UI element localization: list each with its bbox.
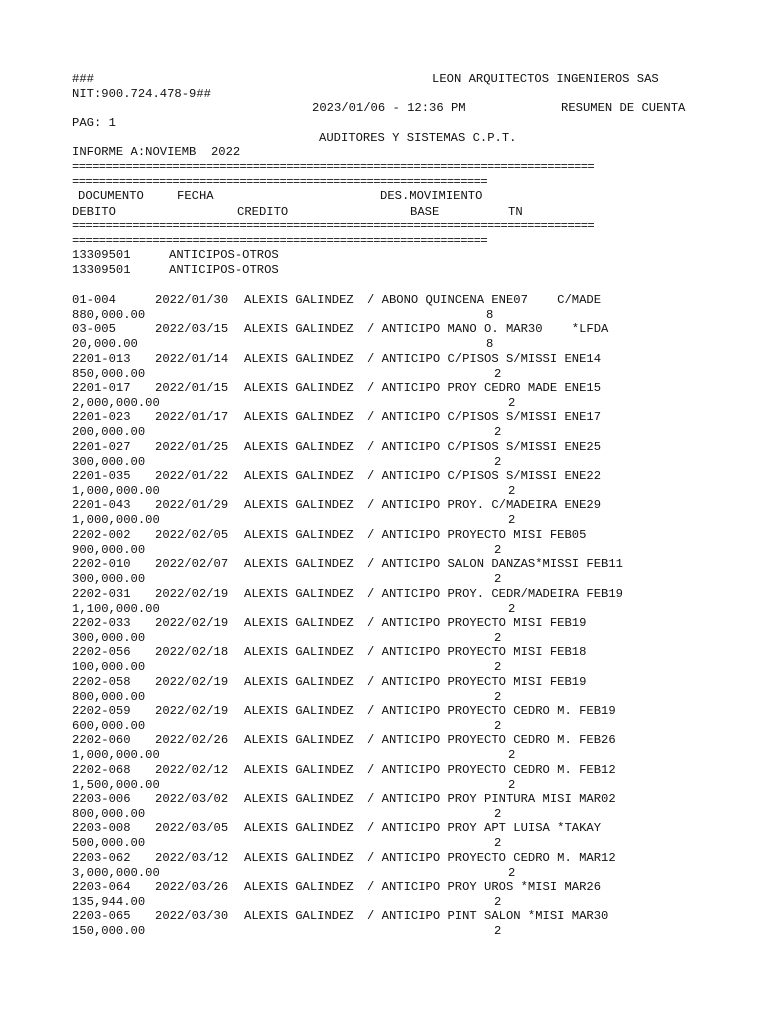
column-header-des-movimiento: DES.MOVIMIENTO [380, 189, 483, 203]
tn-code: 2 [494, 895, 502, 909]
debit-amount: 300,000.00 [72, 572, 146, 586]
third-party-name: ALEXIS GALINDEZ [244, 733, 354, 747]
company-name: LEON ARQUITECTOS INGENIEROS SAS [432, 72, 659, 86]
transaction-date: 2022/02/18 [155, 645, 229, 659]
column-header-tn: TN [508, 205, 523, 219]
transaction-date: 2022/01/22 [155, 469, 229, 483]
debit-amount: 1,500,000.00 [72, 778, 160, 792]
transaction-date: 2022/02/12 [155, 763, 229, 777]
document-number: 2202-010 [72, 557, 131, 571]
page-number: PAG: 1 [72, 116, 116, 130]
document-number: 2202-068 [72, 763, 131, 777]
document-number: 2202-002 [72, 528, 131, 542]
movement-description: / ANTICIPO PROY UROS *MISI MAR26 [367, 880, 602, 894]
movement-description: / ANTICIPO PROYECTO CEDRO M. MAR12 [367, 851, 616, 865]
transaction-date: 2022/03/12 [155, 851, 229, 865]
separator-rule: ============================================================================== [72, 219, 595, 233]
movement-description: / ANTICIPO MANO O. MAR30 *LFDA [367, 322, 609, 336]
document-number: 2202-060 [72, 733, 131, 747]
debit-amount: 500,000.00 [72, 836, 146, 850]
tn-code: 2 [508, 484, 516, 498]
debit-amount: 1,000,000.00 [72, 513, 160, 527]
document-number: 2201-013 [72, 352, 131, 366]
third-party-name: ALEXIS GALINDEZ [244, 675, 354, 689]
third-party-name: ALEXIS GALINDEZ [244, 469, 354, 483]
debit-amount: 2,000,000.00 [72, 396, 160, 410]
third-party-name: ALEXIS GALINDEZ [244, 645, 354, 659]
debit-amount: 200,000.00 [72, 425, 146, 439]
debit-amount: 600,000.00 [72, 719, 146, 733]
separator-rule: ============================================================== [72, 234, 488, 248]
debit-amount: 1,000,000.00 [72, 484, 160, 498]
third-party-name: ALEXIS GALINDEZ [244, 322, 354, 336]
third-party-name: ALEXIS GALINDEZ [244, 792, 354, 806]
report-title: RESUMEN DE CUENTA [561, 101, 686, 115]
debit-amount: 300,000.00 [72, 631, 146, 645]
movement-description: / ANTICIPO C/PISOS S/MISSI ENE25 [367, 440, 602, 454]
document-number: 2202-059 [72, 704, 131, 718]
tn-code: 2 [494, 924, 502, 938]
transaction-date: 2022/01/14 [155, 352, 229, 366]
movement-description: / ANTICIPO PROYECTO CEDRO M. FEB12 [367, 763, 616, 777]
third-party-name: ALEXIS GALINDEZ [244, 909, 354, 923]
third-party-name: ALEXIS GALINDEZ [244, 352, 354, 366]
debit-amount: 900,000.00 [72, 543, 146, 557]
document-number: 2202-033 [72, 616, 131, 630]
movement-description: / ANTICIPO C/PISOS S/MISSI ENE17 [367, 410, 602, 424]
separator-rule: ============================================================================== [72, 160, 595, 174]
transaction-date: 2022/03/15 [155, 322, 229, 336]
transaction-date: 2022/03/26 [155, 880, 229, 894]
movement-description: / ANTICIPO PROYECTO CEDRO M. FEB19 [367, 704, 616, 718]
third-party-name: ALEXIS GALINDEZ [244, 381, 354, 395]
document-number: 2201-043 [72, 498, 131, 512]
tn-code: 2 [494, 543, 502, 557]
tn-code: 2 [494, 367, 502, 381]
third-party-name: ALEXIS GALINDEZ [244, 557, 354, 571]
movement-description: / ANTICIPO PROYECTO MISI FEB19 [367, 616, 587, 630]
document-number: 03-005 [72, 322, 116, 336]
transaction-date: 2022/03/02 [155, 792, 229, 806]
document-number: 01-004 [72, 293, 116, 307]
column-header-documento: DOCUMENTO [78, 189, 144, 203]
document-number: 2202-058 [72, 675, 131, 689]
transaction-date: 2022/03/05 [155, 821, 229, 835]
movement-description: / ANTICIPO C/PISOS S/MISSI ENE14 [367, 352, 602, 366]
document-number: 2203-064 [72, 880, 131, 894]
debit-amount: 880,000.00 [72, 308, 146, 322]
document-number: 2203-008 [72, 821, 131, 835]
document-number: 2201-023 [72, 410, 131, 424]
movement-description: / ANTICIPO SALON DANZAS*MISSI FEB11 [367, 557, 623, 571]
account-name: ANTICIPOS-OTROS [169, 263, 279, 277]
tn-code: 2 [494, 572, 502, 586]
movement-description: / ANTICIPO PROYECTO MISI FEB19 [367, 675, 587, 689]
movement-description: / ANTICIPO PROY PINTURA MISI MAR02 [367, 792, 616, 806]
transaction-date: 2022/01/17 [155, 410, 229, 424]
tn-code: 2 [508, 396, 516, 410]
document-number: 2203-062 [72, 851, 131, 865]
third-party-name: ALEXIS GALINDEZ [244, 880, 354, 894]
debit-amount: 800,000.00 [72, 690, 146, 704]
document-number: 2201-035 [72, 469, 131, 483]
tn-code: 2 [494, 807, 502, 821]
third-party-name: ALEXIS GALINDEZ [244, 616, 354, 630]
transaction-date: 2022/02/19 [155, 704, 229, 718]
document-number: 2203-065 [72, 909, 131, 923]
transaction-date: 2022/02/19 [155, 675, 229, 689]
debit-amount: 1,100,000.00 [72, 602, 160, 616]
separator-rule: ============================================================== [72, 175, 488, 189]
tn-code: 2 [494, 690, 502, 704]
transaction-date: 2022/03/30 [155, 909, 229, 923]
transaction-date: 2022/01/15 [155, 381, 229, 395]
column-header-fecha: FECHA [177, 189, 214, 203]
tn-code: 2 [494, 660, 502, 674]
transaction-date: 2022/02/07 [155, 557, 229, 571]
account-code: 13309501 [72, 248, 131, 262]
tn-code: 8 [486, 308, 494, 322]
third-party-name: ALEXIS GALINDEZ [244, 410, 354, 424]
third-party-name: ALEXIS GALINDEZ [244, 763, 354, 777]
movement-description: / ABONO QUINCENA ENE07 C/MADE [367, 293, 602, 307]
debit-amount: 20,000.00 [72, 337, 138, 351]
transaction-date: 2022/01/25 [155, 440, 229, 454]
transaction-date: 2022/02/05 [155, 528, 229, 542]
column-header-base: BASE [410, 205, 440, 219]
transaction-date: 2022/02/26 [155, 733, 229, 747]
account-name: ANTICIPOS-OTROS [169, 248, 279, 262]
tn-code: 2 [508, 748, 516, 762]
debit-amount: 135,944.00 [72, 895, 146, 909]
movement-description: / ANTICIPO PROY APT LUISA *TAKAY [367, 821, 602, 835]
third-party-name: ALEXIS GALINDEZ [244, 293, 354, 307]
tn-code: 2 [508, 513, 516, 527]
transaction-date: 2022/01/30 [155, 293, 229, 307]
debit-amount: 300,000.00 [72, 455, 146, 469]
report-datetime: 2023/01/06 - 12:36 PM [312, 101, 466, 115]
third-party-name: ALEXIS GALINDEZ [244, 498, 354, 512]
movement-description: / ANTICIPO PINT SALON *MISI MAR30 [367, 909, 609, 923]
movement-description: / ANTICIPO PROY. C/MADEIRA ENE29 [367, 498, 602, 512]
column-header-debito: DEBITO [72, 205, 116, 219]
debit-amount: 800,000.00 [72, 807, 146, 821]
movement-description: / ANTICIPO PROY CEDRO MADE ENE15 [367, 381, 602, 395]
debit-amount: 850,000.00 [72, 367, 146, 381]
document-number: 2203-006 [72, 792, 131, 806]
auditor-name: AUDITORES Y SISTEMAS C.P.T. [319, 131, 517, 145]
debit-amount: 3,000,000.00 [72, 866, 160, 880]
document-number: 2201-017 [72, 381, 131, 395]
document-number: 2202-031 [72, 587, 131, 601]
tn-code: 2 [494, 836, 502, 850]
third-party-name: ALEXIS GALINDEZ [244, 704, 354, 718]
company-nit: NIT:900.724.478-9## [72, 87, 211, 101]
movement-description: / ANTICIPO PROYECTO MISI FEB18 [367, 645, 587, 659]
header-hash: ### [72, 72, 94, 86]
third-party-name: ALEXIS GALINDEZ [244, 587, 354, 601]
tn-code: 2 [494, 719, 502, 733]
transaction-date: 2022/02/19 [155, 616, 229, 630]
transaction-date: 2022/02/19 [155, 587, 229, 601]
tn-code: 8 [486, 337, 494, 351]
tn-code: 2 [508, 866, 516, 880]
document-number: 2201-027 [72, 440, 131, 454]
tn-code: 2 [494, 631, 502, 645]
third-party-name: ALEXIS GALINDEZ [244, 528, 354, 542]
debit-amount: 150,000.00 [72, 924, 146, 938]
informe-period: INFORME A:NOVIEMB 2022 [72, 145, 241, 159]
movement-description: / ANTICIPO PROYECTO MISI FEB05 [367, 528, 587, 542]
debit-amount: 100,000.00 [72, 660, 146, 674]
movement-description: / ANTICIPO C/PISOS S/MISSI ENE22 [367, 469, 602, 483]
tn-code: 2 [494, 455, 502, 469]
debit-amount: 1,000,000.00 [72, 748, 160, 762]
tn-code: 2 [508, 778, 516, 792]
third-party-name: ALEXIS GALINDEZ [244, 821, 354, 835]
tn-code: 2 [508, 602, 516, 616]
transaction-date: 2022/01/29 [155, 498, 229, 512]
movement-description: / ANTICIPO PROY. CEDR/MADEIRA FEB19 [367, 587, 623, 601]
third-party-name: ALEXIS GALINDEZ [244, 851, 354, 865]
movement-description: / ANTICIPO PROYECTO CEDRO M. FEB26 [367, 733, 616, 747]
account-code: 13309501 [72, 263, 131, 277]
document-number: 2202-056 [72, 645, 131, 659]
tn-code: 2 [494, 425, 502, 439]
column-header-credito: CREDITO [237, 205, 289, 219]
third-party-name: ALEXIS GALINDEZ [244, 440, 354, 454]
